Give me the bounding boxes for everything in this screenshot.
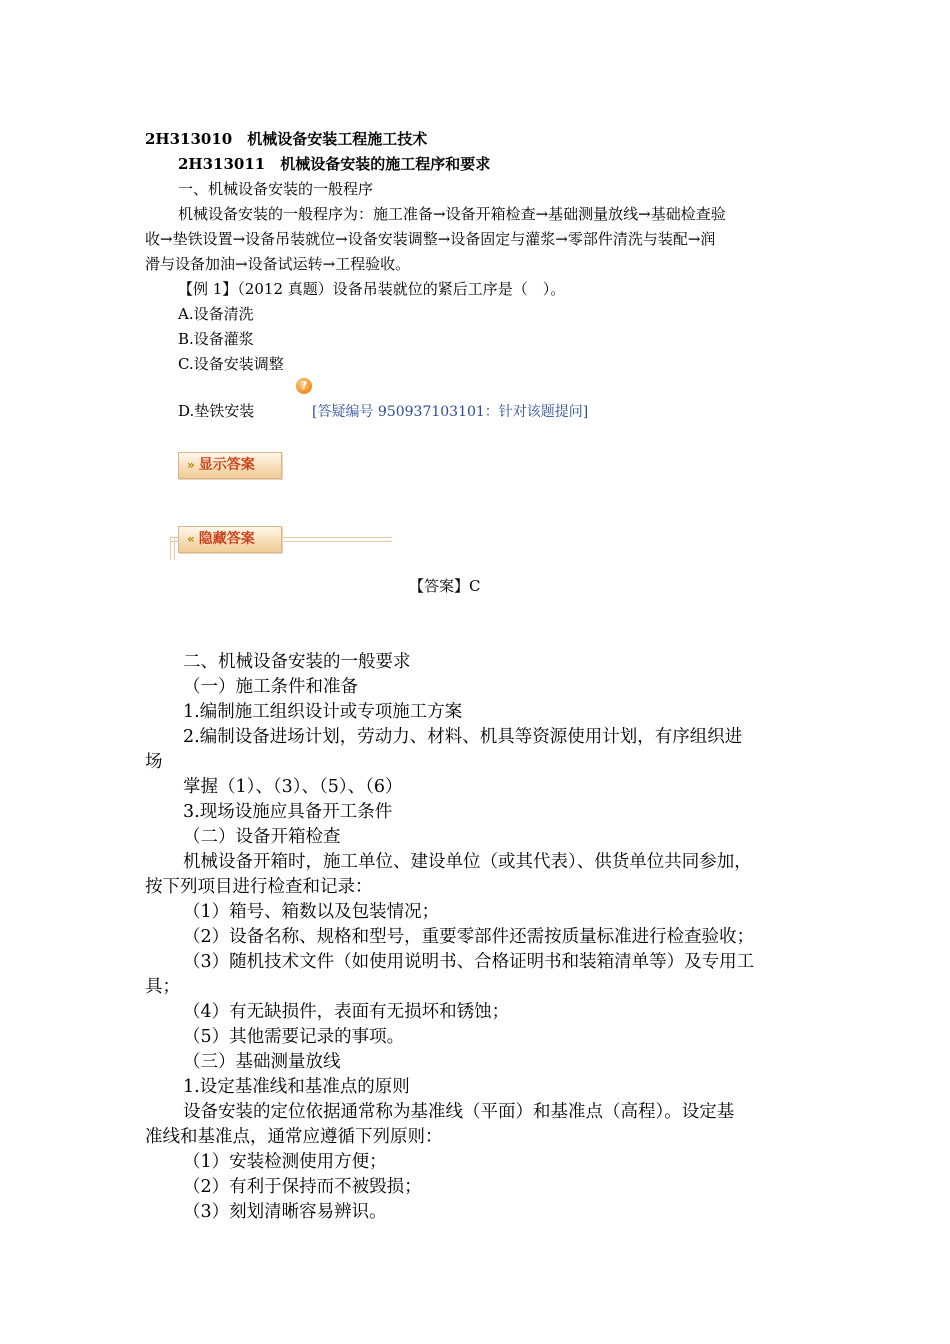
question-mark-icon[interactable]: ? <box>296 378 312 394</box>
principle-item: （2）有利于保持而不被毁损； <box>183 1177 422 1197</box>
sec2-item2-line: 2.编制设备进场计划，劳动力、材料、机具等资源使用计划，有序组织进 <box>183 727 743 747</box>
example-question: 【例 1】（2012 真题）设备吊装就位的紧后工序是（ ）。 <box>178 280 566 298</box>
heading-section: 2H313010 机械设备安装工程施工技术 <box>145 130 428 148</box>
double-chevron-up-icon: « <box>187 532 195 546</box>
check-item: （2）设备名称、规格和型号，重要零部件还需按质量标准进行检查验收； <box>183 927 755 947</box>
sub3-para-line: 准线和基准点，通常应遵循下列原则： <box>145 1127 443 1147</box>
sec2-title: 二、机械设备安装的一般要求 <box>183 652 411 672</box>
show-answer-button[interactable] <box>178 452 282 479</box>
ask-question-link[interactable]: [答疑编号 950937103101：针对该题提问] <box>312 404 589 420</box>
sec2-sub2: （二）设备开箱检查 <box>183 827 341 847</box>
sec2-item1: 1.编制施工组织设计或专项施工方案 <box>183 702 463 722</box>
sec1-para-line: 收→垫铁设置→设备吊装就位→设备安装调整→设备固定与灌浆→零部件清洗与装配→润 <box>145 230 716 248</box>
sec1-para-line: 机械设备安装的一般程序为：施工准备→设备开箱检查→基础测量放线→基础检查验 <box>178 205 726 223</box>
check-item: （4）有无缺损件，表面有无损坏和锈蚀； <box>183 1002 510 1022</box>
sub3-para-line: 设备安装的定位依据通常称为基准线（平面）和基准点（高程）。设定基 <box>183 1102 735 1122</box>
sec2-item3: 3.现场设施应具备开工条件 <box>183 802 393 822</box>
sec1-title: 一、机械设备安装的一般程序 <box>178 180 374 198</box>
option-c: C.设备安装调整 <box>178 355 284 373</box>
hide-answer-label: 隐藏答案 <box>198 531 255 547</box>
show-answer-label: 显示答案 <box>198 457 255 473</box>
principle-item: （1）安装检测使用方便； <box>183 1152 387 1172</box>
sub2-para-line: 机械设备开箱时，施工单位、建设单位（或其代表）、供货单位共同参加， <box>183 852 752 872</box>
hide-answer-button[interactable] <box>178 526 282 553</box>
check-item: （3）随机技术文件（如使用说明书、合格证明书和装箱清单等）及专用工 <box>183 952 755 972</box>
option-b: B.设备灌浆 <box>178 330 254 348</box>
answer-frame-left <box>170 537 175 560</box>
answer-text: 【答案】C <box>409 577 481 595</box>
sec1-para-line: 滑与设备加油→设备试运转→工程验收。 <box>145 255 411 273</box>
sec2-sub3: （三）基础测量放线 <box>183 1052 341 1072</box>
grasp-note: 掌握（1）、（3）、（5）、（6） <box>183 777 403 797</box>
double-chevron-right-icon: » <box>187 458 195 472</box>
sec2-item2-line: 场 <box>145 752 163 772</box>
option-d: D.垫铁安装 <box>178 402 255 420</box>
sub3-item1: 1.设定基准线和基准点的原则 <box>183 1077 410 1097</box>
check-item: （1）箱号、箱数以及包装情况； <box>183 902 440 922</box>
check-item: 具； <box>145 977 180 997</box>
check-item: （5）其他需要记录的事项。 <box>183 1027 405 1047</box>
option-a: A.设备清洗 <box>178 305 254 323</box>
sub2-para-line: 按下列项目进行检查和记录： <box>145 877 373 897</box>
sec2-sub1: （一）施工条件和准备 <box>183 677 358 697</box>
principle-item: （3）刻划清晰容易辨识。 <box>183 1202 387 1222</box>
heading-subsection: 2H313011 机械设备安装的施工程序和要求 <box>178 155 491 173</box>
